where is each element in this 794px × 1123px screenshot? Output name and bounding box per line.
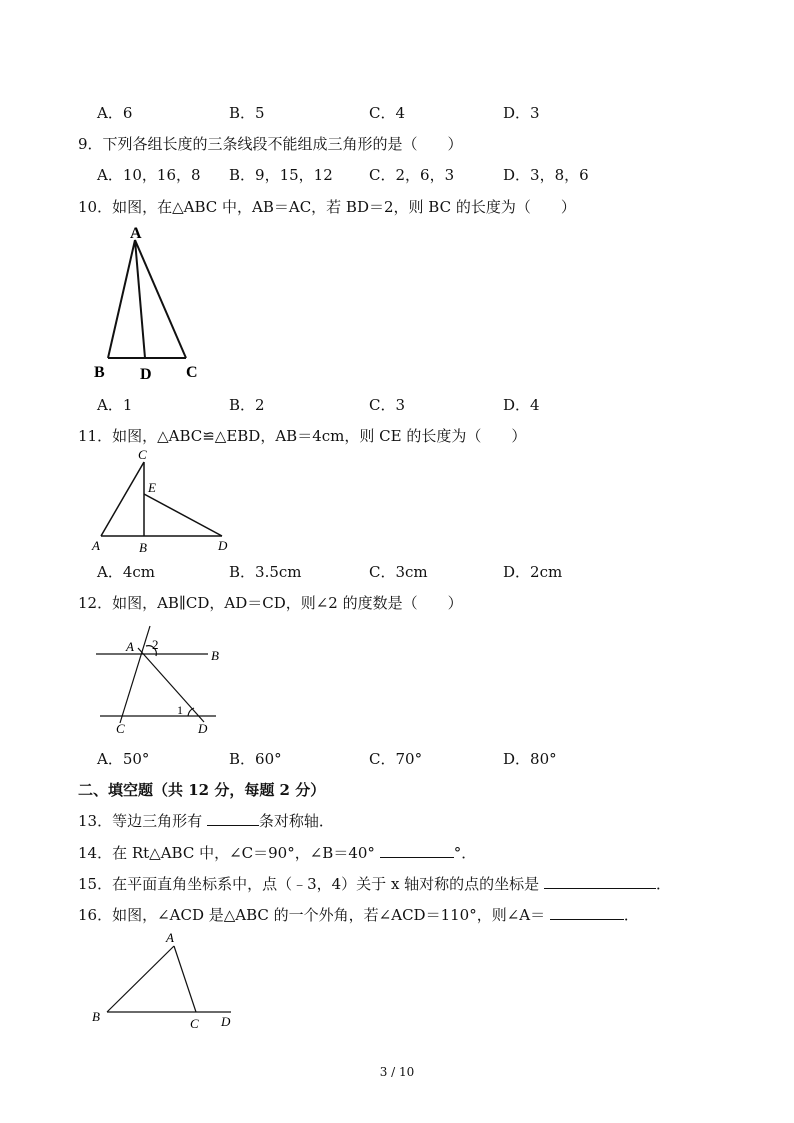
q14-answer-blank[interactable] [380, 843, 454, 858]
q12-option-a: A．50° [97, 750, 150, 768]
q10-option-d: D．4 [503, 396, 540, 414]
q11-figure [90, 446, 240, 556]
section2-title: 二、填空题（共 12 分，每题 2 分） [78, 781, 326, 799]
q9-option-c: C．2，6，3 [369, 166, 455, 184]
q12-figure [90, 622, 230, 737]
q11-label-c: C [138, 447, 147, 462]
q8-option-b: B．5 [229, 104, 265, 122]
q12-text: 12．如图，AB∥CD，AD＝CD，则∠2 的度数是（ ） [78, 594, 463, 612]
q11-label-b: B [139, 540, 147, 555]
q15-text-before: 15．在平面直角坐标系中，点（﹣3，4）关于 x 轴对称的点的坐标是 [78, 875, 540, 893]
q8-option-d: D．3 [503, 104, 540, 122]
q12-label-b: B [211, 648, 219, 663]
q16-label-a: A [166, 930, 174, 945]
q16-label-c: C [190, 1016, 199, 1031]
q8-option-c: C．4 [369, 104, 406, 122]
q12-option-c: C．70° [369, 750, 423, 768]
q9-text: 9．下列各组长度的三条线段不能组成三角形的是（ ） [78, 135, 463, 153]
q13-text-after: 条对称轴． [258, 812, 334, 830]
q10-option-a: A．1 [97, 396, 133, 414]
q9-option-a: A．10，16，8 [97, 166, 201, 184]
q16-answer-blank[interactable] [550, 905, 624, 920]
q8-option-a: A．6 [97, 104, 133, 122]
q10-figure [90, 222, 220, 382]
q11-option-c: C．3cm [369, 563, 428, 581]
q10-label-a: A [130, 225, 142, 242]
q15-answer-blank[interactable] [544, 874, 656, 889]
q16-label-b: B [92, 1009, 100, 1024]
q9-option-d: D．3，8，6 [503, 166, 589, 184]
q16-text-after: ． [623, 906, 639, 924]
q10-label-c: C [186, 364, 198, 381]
q12-option-b: B．60° [229, 750, 282, 768]
q11-label-a: A [92, 538, 100, 553]
q15 [78, 873, 671, 894]
q16-label-d: D [221, 1014, 231, 1029]
q10-label-d: D [140, 366, 152, 383]
q14 [78, 842, 476, 863]
q11-option-b: B．3.5cm [229, 563, 302, 581]
q12-label-d: D [198, 721, 208, 736]
q11-text: 11．如图，△ABC≌△EBD，AB＝4cm，则 CE 的长度为（ ） [78, 427, 527, 445]
q10-label-b: B [94, 364, 105, 381]
q13-answer-blank[interactable] [207, 811, 259, 826]
q10-option-c: C．3 [369, 396, 406, 414]
q13-text-before: 13．等边三角形有 [78, 812, 203, 830]
q12-label-1: 1 [177, 703, 183, 717]
q9-option-b: B．9，15，12 [229, 166, 333, 184]
q12-label-2: 2 [152, 637, 159, 652]
q12-label-a: A [126, 639, 134, 654]
q11-label-d: D [218, 538, 228, 553]
q10-text: 10．如图，在△ABC 中，AB＝AC，若 BD＝2，则 BC 的长度为（ ） [78, 198, 576, 216]
q15-text-after: ． [655, 875, 671, 893]
q16-text-before: 16．如图，∠ACD 是△ABC 的一个外角，若∠ACD＝110°，则∠A＝ [78, 906, 546, 924]
q11-option-a: A．4cm [97, 563, 156, 581]
q12-label-c: C [116, 721, 125, 736]
page-number: 3 / 10 [379, 1065, 415, 1079]
q12-option-d: D．80° [503, 750, 557, 768]
q16-figure [90, 928, 240, 1033]
q16 [78, 904, 639, 925]
q14-text-before: 14．在 Rt△ABC 中，∠C＝90°，∠B＝40° [78, 844, 375, 862]
q14-text-after: °． [453, 844, 477, 862]
q11-label-e: E [148, 480, 156, 495]
q13 [78, 810, 334, 831]
q10-option-b: B．2 [229, 396, 265, 414]
q11-option-d: D．2cm [503, 563, 563, 581]
